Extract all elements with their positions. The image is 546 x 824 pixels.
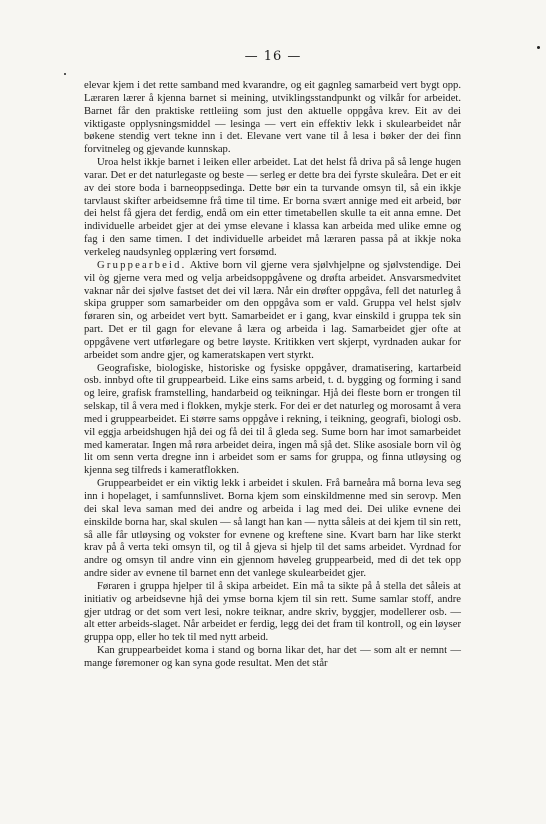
paragraph-4: Geografiske, biologiske, historiske og fysiske oppgåver, dramatisering, kartarbeid osb. innbyd ofte til gruppearbeid. Like eins sams arbeid, t. d. bygging og forming i sand og leire, grafisk framstelling, handarbeid og teikningar. Hjå dei fleste born er trongen til selskap, til å vera med i flokken, mykje sterk. For dei er det naturleg og morosamt å vera med i gruppearbeidet. Ei større sams oppgåve i rekning, i teikning, geografi, biologi osb. vil eggja arbeidshugen hjå dei og få dei til å gleda seg. Sume born har imot samarbeidet med kameratar. Ingen må røra arbeidet deira, ingen må sjå det. Slike asosiale born vil òg lit om senn verta dregne inn i arbeidet som er sams for gruppa, og finna utløysing og kjenna seg tilfreds i kameratflokken. bbox=[84, 362, 461, 477]
body-text bbox=[84, 80, 461, 671]
paragraph-6: Føraren i gruppa hjelper til å skipa arbeidet. Ein må ta sikte på å stella det såleis at initiativ og arbeidsevne hjå dei ymse borna kjem til sin rett. Sume samlar stoff, andre gjer utdrag or det som vert lesi, nokre teiknar, andre skriv, byggjer, modellerer osb. — alt etter arbeids-slaget. Når arbeidet er ferdig, legg dei det fram til kontroll, og ein løyser gruppa opp, eller ho tek til med nytt arbeid. bbox=[84, 580, 461, 644]
paragraph-3-text: Aktive born vil gjerne vera sjølvhjelpne og sjølvstendige. Dei vil òg gjerne vera med og velja arbeidsoppgåvene og drøfta arbeidet. Ansvarsmedvitet vaknar når dei sjølve fastset det dei vil læra. Når ein drøfter oppgåva, fell det naturleg å skipa grupper som samarbeider om den oppgåva som er vald. Gruppa vel helst sjølv føraren sin, og arbeidet vert bytt. Samarbeidet er i gang, kvar einskild i gruppa tek sin part. Det er til gagn for elevane å læra og arbeida i lag. Samarbeidet gjer ofte at oppgåvene vert utførlegare og betre løyste. Kritikken vert skjerpt, vyrdnaden aukar for arbeidet som andre gjer, og kameratskapen vert styrkt. bbox=[84, 259, 461, 361]
paragraph-3 bbox=[84, 260, 461, 363]
paragraph-2: Uroa helst ikkje barnet i leiken eller arbeidet. Lat det helst få driva på så lenge hugen varar. Det er det naturlegaste og beste — serleg er dette bra dei fyrste skuleåra. Det er eit av dei store boda i barneoppsedinga. Dette bør ein ta turvande omsyn til, så ein ikkje tarvlaust skifter arbeidsemne frå time til time. Er borna svært annige med eit arbeid, bør dei helst få gjera det ferdig, endå om ein etter timetabellen skulle ta eit anna emne. Det individuelle arbeidet gjer at dei ymse elevane i klassa kan arbeida med ulike emne og fag i den same timen. I det individuelle arbeidet må læraren passa på at ikkje noka verkeleg naudsynleg opplæring vert forsømd. bbox=[84, 157, 461, 258]
print-speck bbox=[64, 73, 66, 75]
section-heading-gruppearbeid: Gruppearbeid. bbox=[97, 259, 187, 271]
paragraph-1: elevar kjem i det rette samband med kvarandre, og eit gagnleg samarbeid vert bygt opp. Læraren lærer å kjenna barnet si meining, utviklingsstandpunkt og vilkår for arbeidet. Barnet får den praktiske rettleiing som just den aktuelle oppgåva krev. Eit av dei viktigaste opplysningsmiddel — lesinga — vert ein effektiv lekk i skulearbeidet når bøkene stendig vert tekne inn i det. Elevane vert vane til å lesa i bøker der dei finn forvitneleg og gjevande kunnskap. bbox=[84, 80, 461, 156]
page-number: — 16 — bbox=[244, 49, 302, 64]
paragraph-5: Gruppearbeidet er ein viktig lekk i arbeidet i skulen. Frå barneåra må borna leva seg inn i hopelaget, i samfunnslivet. Borna kjem som einskildmenne med sin serovp. Men dei skal leva saman med dei andre og arbeida i lag med dei. Dei ulike evnene dei einskilde borna har, skal skulen — så langt han kan — nytta såleis at dei kjem til sin rett, så alle får utløysing og vokster for evnene og kreftene sine. Kvart barn har like sterkt krav på å verta teki omsyn til, og til å gjeva si hjelp til det sams arbeidet. Vyrdnad for andre og omsyn til andre vinn ein gjennom høveleg gruppearbeid, med di det tek opp andre sider av evnene til barnet enn det vanlege skulearbeidet gjer. bbox=[84, 478, 461, 580]
paragraph-7: Kan gruppearbeidet koma i stand og borna likar det, har det — som alt er nemnt — mange føremoner og kan syna gode resultat. Men det står bbox=[84, 645, 461, 669]
